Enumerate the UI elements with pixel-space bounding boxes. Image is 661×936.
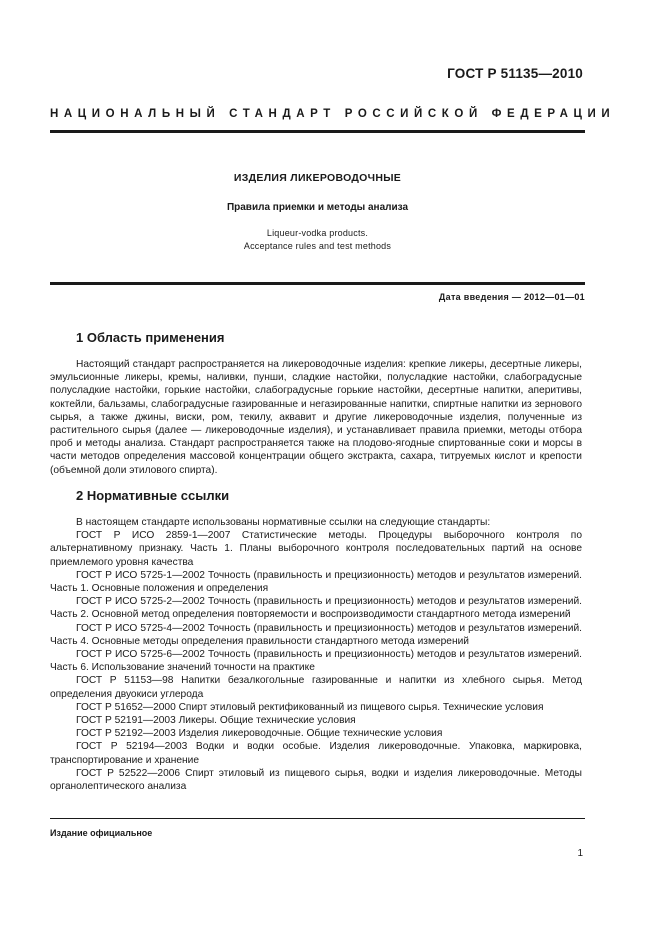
section-1-paragraph: Настоящий стандарт распространяется на ликероводочные изделия: крепкие ликеры, десертные ликеры, эмульсионные ликеры, кремы, наливки, пунши, сладкие настойки, полусладкие настойки, слабоградусные полусладкие настойки, горькие настойки, слабоградусные горькие настойки, десертные напитки, аперитивы, коктейли, бальзамы, слабоградусные газированные и негазированные напитки, спиртные напитки из зернового сырья, а также джины, виски, ром, текилу, аквавит и другие ликероводочные изделия, полученные из растительного сырья (далее — ликероводочные изделия), и устанавливает правила приемки, методы отбора проб и методы анализа. Стандарт распространяется также на плодово-ягодные спиртованные соки и морсы в части методов определения массовой концентрации общего экстракта, сахара, титруемых кислот и крепости (объемной доли этилового спирта). — [50, 359, 582, 476]
document-title: ИЗДЕЛИЯ ЛИКЕРОВОДОЧНЫЕ — [233, 172, 402, 184]
reference-item: ГОСТ Р ИСО 5725-1—2002 Точность (правильность и прецизионность) методов и результатов измерений. Часть 1. Основные положения и определения — [50, 569, 582, 595]
reference-item: ГОСТ Р ИСО 5725-2—2002 Точность (правильность и прецизионность) методов и результатов измерений. Часть 2. Основной метод определения повторяемости и воспроизводимости стандартного метода измерений — [50, 596, 582, 621]
section-1-text — [50, 358, 582, 477]
page-number: 1 — [577, 848, 583, 859]
section-1-heading: 1 Область применения — [76, 330, 225, 345]
reference-item: ГОСТ Р 51652—2000 Спирт этиловый ректификованный из пищевого сырья. Технические условия — [76, 701, 544, 713]
reference-item: ГОСТ Р ИСО 2859-1—2007 Статистические методы. Процедуры выборочного контроля по альтернативному признаку. Часть 1. Планы выборочного контроля последовательных партий на основе приемлемого уровня качества — [50, 530, 582, 568]
reference-item: ГОСТ Р 52194—2003 Водки и водки особые. Изделия ликероводочные. Упаковка, маркировка, транспортирование и хранение — [50, 741, 582, 766]
reference-item: ГОСТ Р 51153—98 Напитки безалкогольные газированные и напитки из хлебного сырья. Метод определения двуокиси углерода — [50, 675, 582, 700]
footer-rule — [50, 818, 585, 819]
section-2-text — [50, 516, 582, 793]
document-subtitle: Правила приемки и методы анализа — [226, 202, 409, 213]
header-rule — [50, 130, 585, 133]
reference-item: ГОСТ Р 52191—2003 Ликеры. Общие технические условия — [76, 715, 356, 727]
edition-note: Издание официальное — [50, 828, 153, 838]
reference-item: ГОСТ Р ИСО 5725-6—2002 Точность (правильность и прецизионность) методов и результатов измерений. Часть 6. Использование значений точности на практике — [50, 649, 582, 674]
national-standard-banner: НАЦИОНАЛЬНЫЙ СТАНДАРТ РОССИЙСКОЙ ФЕДЕРАЦИИ — [50, 108, 616, 120]
reference-item: ГОСТ Р 52522—2006 Спирт этиловый из пищевого сырья, водки и изделия ликероводочные. Методы органолептического анализа — [50, 767, 582, 793]
english-title-line-2: Acceptance rules and test methods — [243, 241, 392, 251]
title-rule — [50, 282, 585, 285]
reference-item: ГОСТ Р 52192—2003 Изделия ликероводочные. Общие технические условия — [76, 728, 443, 740]
section-2-heading: 2 Нормативные ссылки — [76, 488, 230, 503]
reference-intro: В настоящем стандарте использованы нормативные ссылки на следующие стандарты: — [76, 517, 491, 528]
introduction-date: Дата введения — 2012—01—01 — [438, 292, 585, 302]
reference-item: ГОСТ Р ИСО 5725-4—2002 Точность (правильность и прецизионность) методов и результатов измерений. Часть 4. Основные методы определения правильности стандартного метода измерений — [50, 622, 582, 647]
english-title-line-1: Liqueur-vodka products. — [266, 228, 369, 238]
standard-code: ГОСТ Р 51135—2010 — [447, 66, 583, 81]
english-title — [50, 227, 585, 253]
